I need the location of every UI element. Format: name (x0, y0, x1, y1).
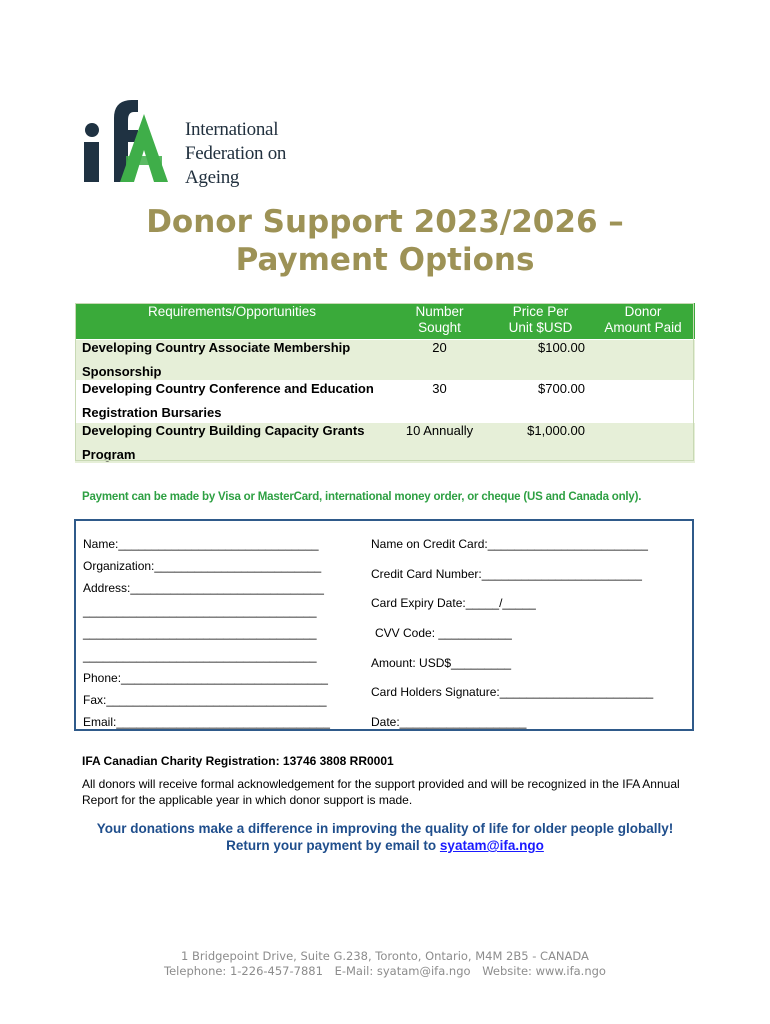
page-title (0, 203, 770, 279)
address-field[interactable]: Address:_____________________________ (83, 581, 324, 595)
amount-field[interactable]: Amount: USD$_________ (371, 656, 512, 670)
ifa-logo-wordmark (185, 118, 286, 190)
header-donor-line-2: Amount Paid (604, 320, 682, 335)
price-cell: $1,000.00 (490, 423, 591, 464)
price-cell: $100.00 (490, 340, 591, 381)
acknowledgement-text: All donors will receive formal acknowledgement for the support provided and will be recognized in the IFA Annual Report for the applicable year in which donor support is made. (82, 777, 680, 807)
cvv-field[interactable]: CVV Code: ___________ (375, 626, 512, 640)
donation-message (0, 820, 770, 854)
requirement-cell (75, 423, 389, 464)
table-header-row (75, 303, 695, 340)
address-line-field[interactable]: ___________________________________ (83, 626, 317, 640)
card-number-field[interactable]: Credit Card Number:________________________ (371, 567, 642, 581)
return-payment-text: Return your payment by email to (226, 838, 440, 853)
title-line-2: Payment Options (235, 242, 535, 278)
donation-message-line-2 (0, 837, 770, 854)
header-number (389, 303, 490, 340)
table-row (75, 340, 695, 381)
requirement-line-1: Developing Country Conference and Education (82, 381, 374, 396)
organization-field[interactable]: Organization:_________________________ (83, 559, 322, 573)
header-price (490, 303, 591, 340)
phone-field[interactable]: Phone:_______________________________ (83, 671, 328, 685)
email-field[interactable]: Email:________________________________ (83, 715, 330, 729)
charity-registration: IFA Canadian Charity Registration: 13746 3808 RR0001 (82, 754, 394, 768)
header-requirements (75, 303, 389, 340)
header-price-line-2: Unit $USD (508, 320, 573, 335)
footer-email[interactable]: E-Mail: syatam@ifa.ngo (334, 964, 471, 978)
header-price-line-1: Price Per (512, 304, 569, 319)
header-number-line-1: Number (415, 304, 464, 319)
requirement-line-2: Program (82, 447, 136, 462)
logo-line-3: Ageing (185, 167, 240, 188)
donor-amount-cell[interactable] (591, 423, 695, 464)
donor-amount-cell[interactable] (591, 381, 695, 423)
name-field[interactable]: Name:______________________________ (83, 537, 319, 551)
logo-line-1: International (185, 119, 279, 140)
email-link[interactable]: syatam@ifa.ngo (439, 838, 544, 853)
footer-telephone: Telephone: 1-226-457-7881 (164, 964, 323, 978)
number-cell: 20 (389, 340, 490, 381)
address-line-field[interactable]: ___________________________________ (83, 649, 317, 663)
address-line-field[interactable]: ___________________________________ (83, 604, 317, 618)
title-line-1: Donor Support 2023/2026 – (146, 204, 624, 240)
card-name-field[interactable]: Name on Credit Card:________________________ (371, 537, 648, 551)
signature-field[interactable]: Card Holders Signature:_______________________ (371, 685, 654, 699)
requirement-cell (75, 340, 389, 381)
card-expiry-field[interactable]: Card Expiry Date:_____/_____ (371, 596, 536, 610)
footer-website[interactable]: Website: www.ifa.ngo (482, 964, 606, 978)
footer (0, 949, 770, 979)
fax-field[interactable]: Fax:_________________________________ (83, 693, 327, 707)
footer-address: 1 Bridgepoint Drive, Suite G.238, Toronto, Ontario, M4M 2B5 - CANADA (181, 949, 589, 963)
header-number-line-2: Sought (418, 320, 461, 335)
number-cell: 10 Annually (389, 423, 490, 464)
requirement-line-1: Developing Country Building Capacity Grants (82, 423, 365, 438)
opportunities-table (75, 303, 695, 464)
number-cell: 30 (432, 381, 447, 396)
payment-methods-note: Payment can be made by Visa or MasterCard, international money order, or cheque (US and Canada only). (82, 491, 642, 503)
footer-contact (0, 964, 770, 979)
ifa-logo-mark (82, 96, 187, 188)
logo-line-2: Federation on (185, 143, 287, 164)
price-cell: $700.00 (538, 381, 585, 396)
header-donor-line-1: Donor (624, 304, 662, 319)
header-donor (591, 303, 695, 340)
donor-amount-cell[interactable] (591, 340, 695, 381)
requirement-cell (75, 381, 389, 423)
date-field[interactable]: Date:___________________ (371, 715, 527, 729)
requirement-line-1: Developing Country Associate Membership (82, 340, 351, 355)
table-row (75, 381, 695, 423)
requirement-line-2: Registration Bursaries (82, 405, 222, 420)
header-requirements-label: Requirements/Opportunities (147, 304, 317, 319)
donation-message-line-1: Your donations make a difference in improving the quality of life for older people globally! (96, 821, 674, 836)
table-row (75, 423, 695, 464)
requirement-line-2: Sponsorship (82, 364, 162, 379)
